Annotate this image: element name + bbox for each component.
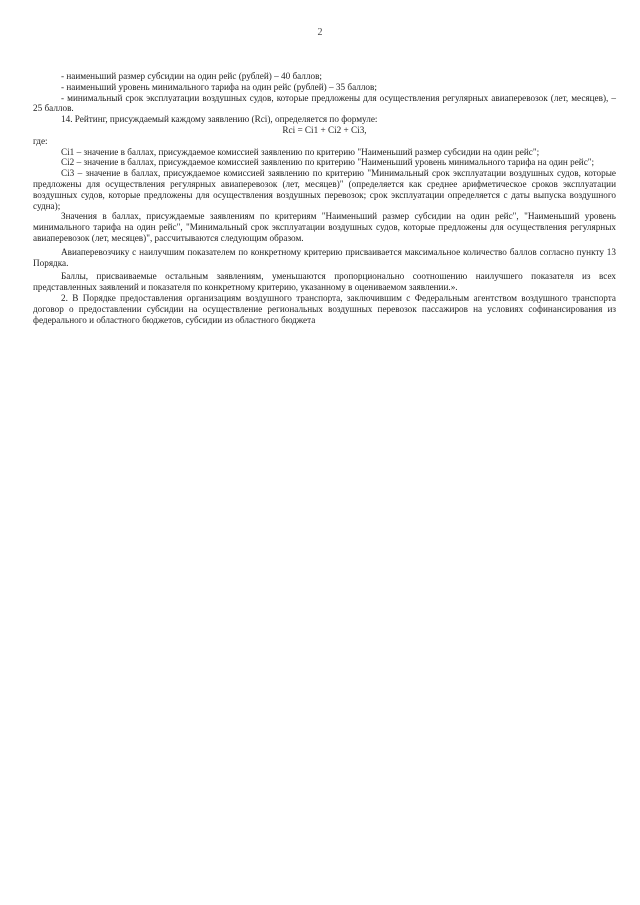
paragraph-best-carrier: Авиаперевозчику с наилучшим показателем по конкретному критерию присваивается максимальное количество баллов согласно пункту 13 Порядка. bbox=[33, 246, 616, 268]
paragraph-ci1-definition: Ci1 – значение в баллах, присуждаемое комиссией заявлению по критерию "Наименьший размер субсидии на один рейс"; bbox=[61, 146, 540, 157]
paragraph-ci3-definition: Ci3 – значение в баллах, присуждаемое комиссией заявлению по критерию "Минимальный срок эксплуатации воздушных судов, которые предложены для осуществления регулярных авиаперевозок (лет, месяцев)" (определяется как среднее арифметическое сроков эксплуатации воздушных судов, которые предложены для осуществления воздушных перевозок; срок эксплуатации определяется с даты выпуска воздушного судна); bbox=[33, 168, 616, 211]
paragraph-criterion-tariff: - наименьший уровень минимального тарифа на один рейс (рублей) – 35 баллов; bbox=[61, 81, 377, 92]
paragraph-criterion-aircraft-age: - минимальный срок эксплуатации воздушных судов, которые предложены для осуществления регулярных авиаперевозок (лет, месяцев), – 25 баллов. bbox=[33, 92, 616, 114]
formula-where-label: где: bbox=[33, 135, 48, 146]
paragraph-scoring-method: Значения в баллах, присуждаемые заявлениям по критериям "Наименьший размер субсидии на один рейс", "Наименьший уровень минимального тарифа на один рейс", "Минимальный срок эксплуатации воздушных судов, которые предложены для осуществления регулярных авиаперевозок (лет, месяцев)", рассчитываются следующим образом. bbox=[33, 211, 616, 243]
page-number: 2 bbox=[317, 27, 323, 38]
paragraph-amendment-2: 2. В Порядке предоставления организациям воздушного транспорта, заключившим с Федеральным агентством воздушного транспорта договор о предоставлении субсидии на осуществление региональных воздушных перевозок пассажиров на условиях софинансирования из федерального и областного бюджетов, субсидии из областного бюджета bbox=[33, 292, 616, 325]
rating-formula: Rci = Ci1 + Ci2 + Ci3, bbox=[282, 124, 367, 135]
paragraph-rating-intro: 14. Рейтинг, присуждаемый каждому заявлению (Rci), определяется по формуле: bbox=[61, 114, 378, 125]
paragraph-other-scores: Баллы, присваиваемые остальным заявлениям, уменьшаются пропорционально соотношению наилучшего показателя из всех представленных заявлений и показателя по конкретному критерию, указанному в оцениваемом заявлении.». bbox=[33, 271, 616, 293]
document-body bbox=[33, 71, 616, 325]
paragraph-ci2-definition: Ci2 – значение в баллах, присуждаемое комиссией заявлению по критерию "Наименьший уровень минимального тарифа на один рейс"; bbox=[61, 157, 595, 168]
paragraph-criterion-subsidy: - наименьший размер субсидии на один рейс (рублей) – 40 баллов; bbox=[61, 71, 322, 81]
